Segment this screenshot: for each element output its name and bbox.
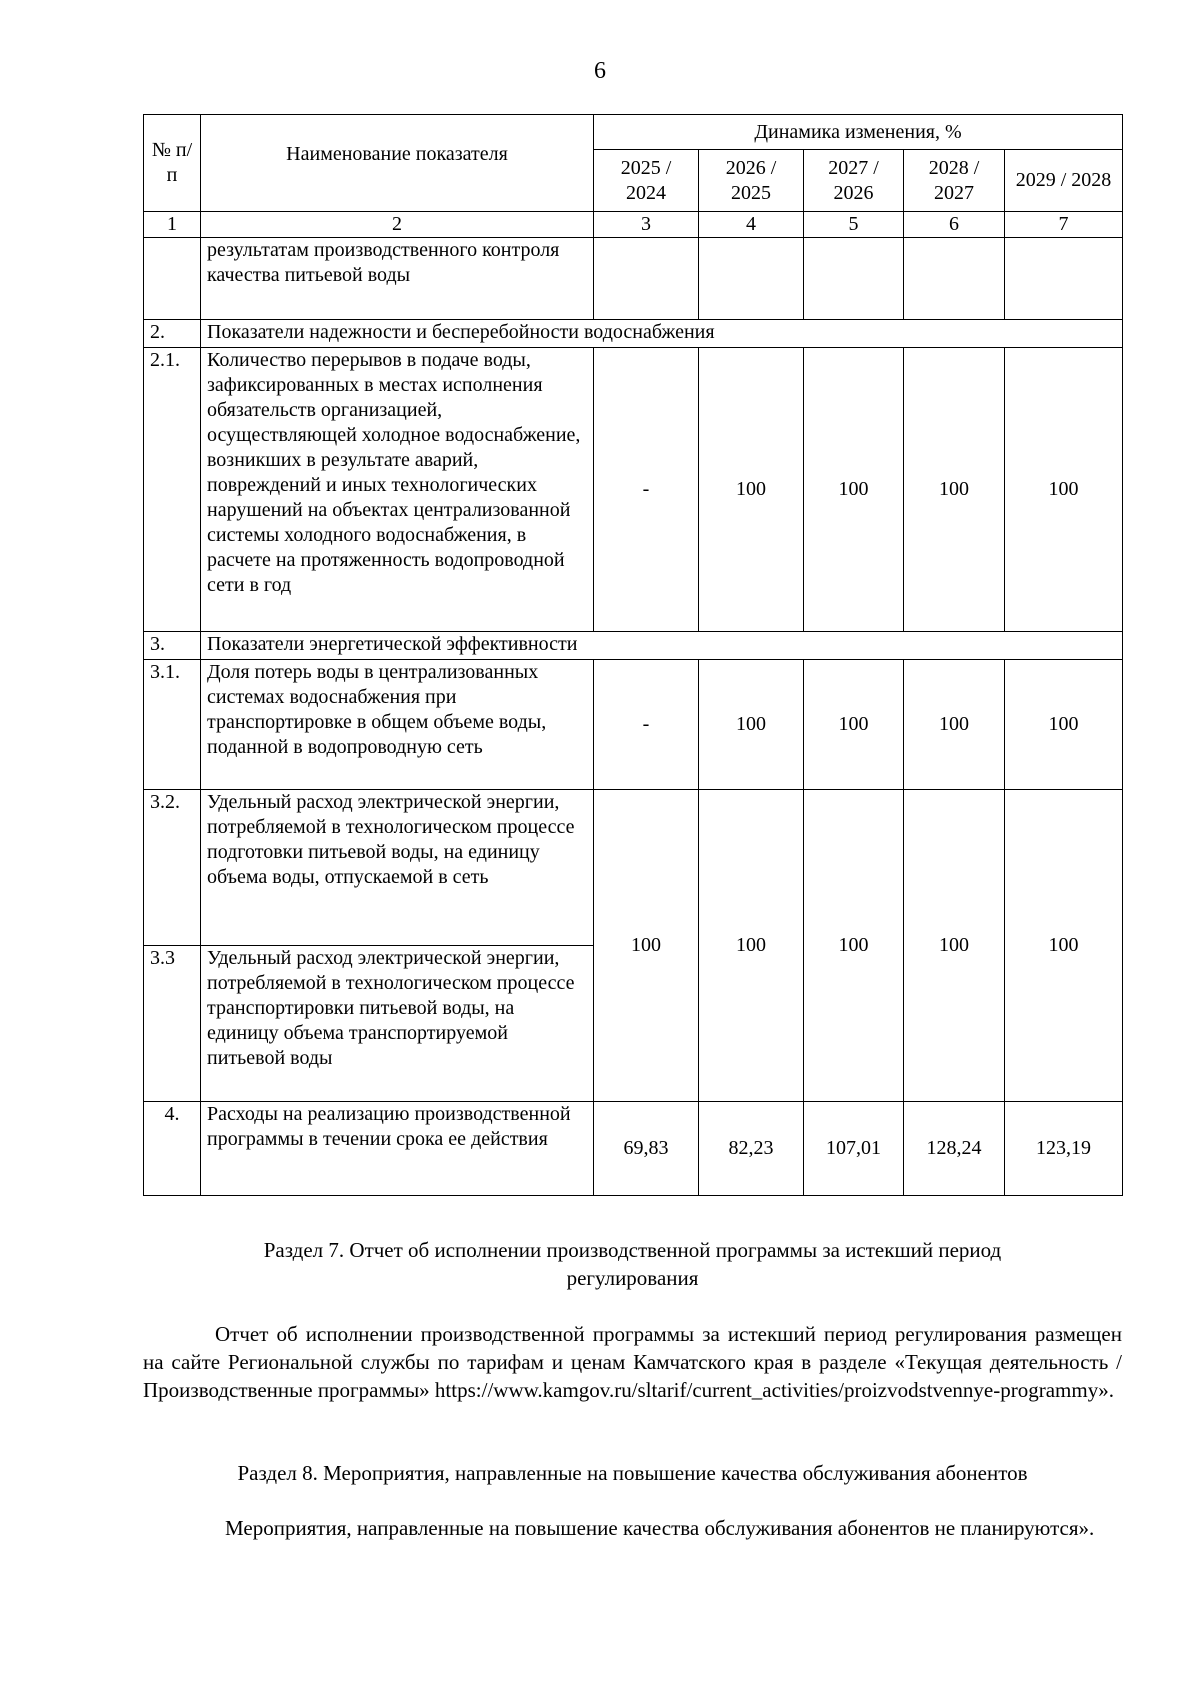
value-cell: 100 xyxy=(1005,790,1123,1102)
table-row xyxy=(144,348,1123,632)
header-period: 2028 / 2027 xyxy=(904,150,1005,212)
column-number: 5 xyxy=(804,212,904,238)
column-number: 6 xyxy=(904,212,1005,238)
value-cell: 100 xyxy=(804,348,904,632)
row-num: 3.3 xyxy=(144,946,201,1102)
column-number-row xyxy=(144,212,1123,238)
section-title: Показатели надежности и бесперебойности водоснабжения xyxy=(201,320,1123,348)
header-num: № п/п xyxy=(144,115,201,212)
value-cell: - xyxy=(594,660,699,790)
column-number: 7 xyxy=(1005,212,1123,238)
row-num: 3.1. xyxy=(144,660,201,790)
header-dynamics: Динамика изменения, % xyxy=(594,115,1123,150)
empty-cell xyxy=(1005,238,1123,320)
value-cell: 100 xyxy=(904,348,1005,632)
section7-paragraph xyxy=(143,1320,1122,1404)
row-num: 2. xyxy=(144,320,201,348)
empty-cell xyxy=(594,238,699,320)
row-name: Удельный расход электрической энергии, потребляемой в технологическом процессе транспортировки питьевой воды, на единицу объема транспортируемой питьевой воды xyxy=(201,946,594,1102)
header-name: Наименование показателя xyxy=(201,115,594,212)
column-number: 3 xyxy=(594,212,699,238)
empty-cell xyxy=(144,238,201,320)
section-title: Показатели энергетической эффективности xyxy=(201,632,1123,660)
value-cell: 128,24 xyxy=(904,1102,1005,1196)
row-num: 2.1. xyxy=(144,348,201,632)
page-number: 6 xyxy=(594,58,606,84)
value-cell: 100 xyxy=(904,660,1005,790)
value-cell: 100 xyxy=(699,348,804,632)
column-number: 4 xyxy=(699,212,804,238)
value-cell: 107,01 xyxy=(804,1102,904,1196)
value-cell: - xyxy=(594,348,699,632)
header-period: 2026 / 2025 xyxy=(699,150,804,212)
row-num: 4. xyxy=(144,1102,201,1196)
table-row xyxy=(144,790,1123,946)
header-period: 2025 / 2024 xyxy=(594,150,699,212)
section-row xyxy=(144,632,1123,660)
column-number: 1 xyxy=(144,212,201,238)
value-cell: 100 xyxy=(699,660,804,790)
value-cell: 100 xyxy=(594,790,699,1102)
row-name: Количество перерывов в подаче воды, зафиксированных в местах исполнения обязательств организацией, осуществляющей холодное водоснабжение, возникших в результате аварий, повреждений и иных технологических нарушений на объектах централизованной системы холодного водоснабжения, в расчете на протяженность водопроводной сети в год xyxy=(201,348,594,632)
row-name: Расходы на реализацию производственной программы в течении срока ее действия xyxy=(201,1102,594,1196)
value-cell: 69,83 xyxy=(594,1102,699,1196)
row-name: результатам производственного контроля качества питьевой воды xyxy=(201,238,594,320)
empty-cell xyxy=(904,238,1005,320)
empty-cell xyxy=(804,238,904,320)
value-cell: 123,19 xyxy=(1005,1102,1123,1196)
row-name: Доля потерь воды в централизованных системах водоснабжения при транспортировке в общем объеме воды, поданной в водопроводную сеть xyxy=(201,660,594,790)
table-row xyxy=(144,660,1123,790)
table-row xyxy=(144,238,1123,320)
table-row xyxy=(144,1102,1123,1196)
row-num: 3.2. xyxy=(144,790,201,946)
value-cell: 100 xyxy=(804,790,904,1102)
value-cell: 100 xyxy=(699,790,804,1102)
header-period: 2027 / 2026 xyxy=(804,150,904,212)
section8-paragraph xyxy=(143,1514,1122,1542)
empty-cell xyxy=(699,238,804,320)
section-row xyxy=(144,320,1123,348)
value-cell: 100 xyxy=(904,790,1005,1102)
header-period: 2029 / 2028 xyxy=(1005,150,1123,212)
value-cell: 100 xyxy=(804,660,904,790)
row-num: 3. xyxy=(144,632,201,660)
indicators-table xyxy=(143,114,1123,1196)
section7-text: Отчет об исполнении производственной программы за истекший период регулирования размещен на сайте Региональной службы по тарифам и ценам Камчатского края в разделе «Текущая деятельность / Производственные программы» https://www.kamgov.ru/sltarif/current_activities/proizvodstvennye-programmy». xyxy=(143,1322,1122,1402)
column-number: 2 xyxy=(201,212,594,238)
section7-heading: Раздел 7. Отчет об исполнении производственной программы за истекший период регулирования xyxy=(263,1238,1002,1290)
row-name: Удельный расход электрической энергии, потребляемой в технологическом процессе подготовки питьевой воды, на единицу объема воды, отпускаемой в сеть xyxy=(201,790,594,946)
value-cell: 82,23 xyxy=(699,1102,804,1196)
table-header-row xyxy=(144,115,1123,150)
value-cell: 100 xyxy=(1005,348,1123,632)
section8-text: Мероприятия, направленные на повышение качества обслуживания абонентов не планируются». xyxy=(225,1516,1095,1540)
section8-heading: Раздел 8. Мероприятия, направленные на повышение качества обслуживания абонентов xyxy=(237,1461,1028,1485)
value-cell: 100 xyxy=(1005,660,1123,790)
